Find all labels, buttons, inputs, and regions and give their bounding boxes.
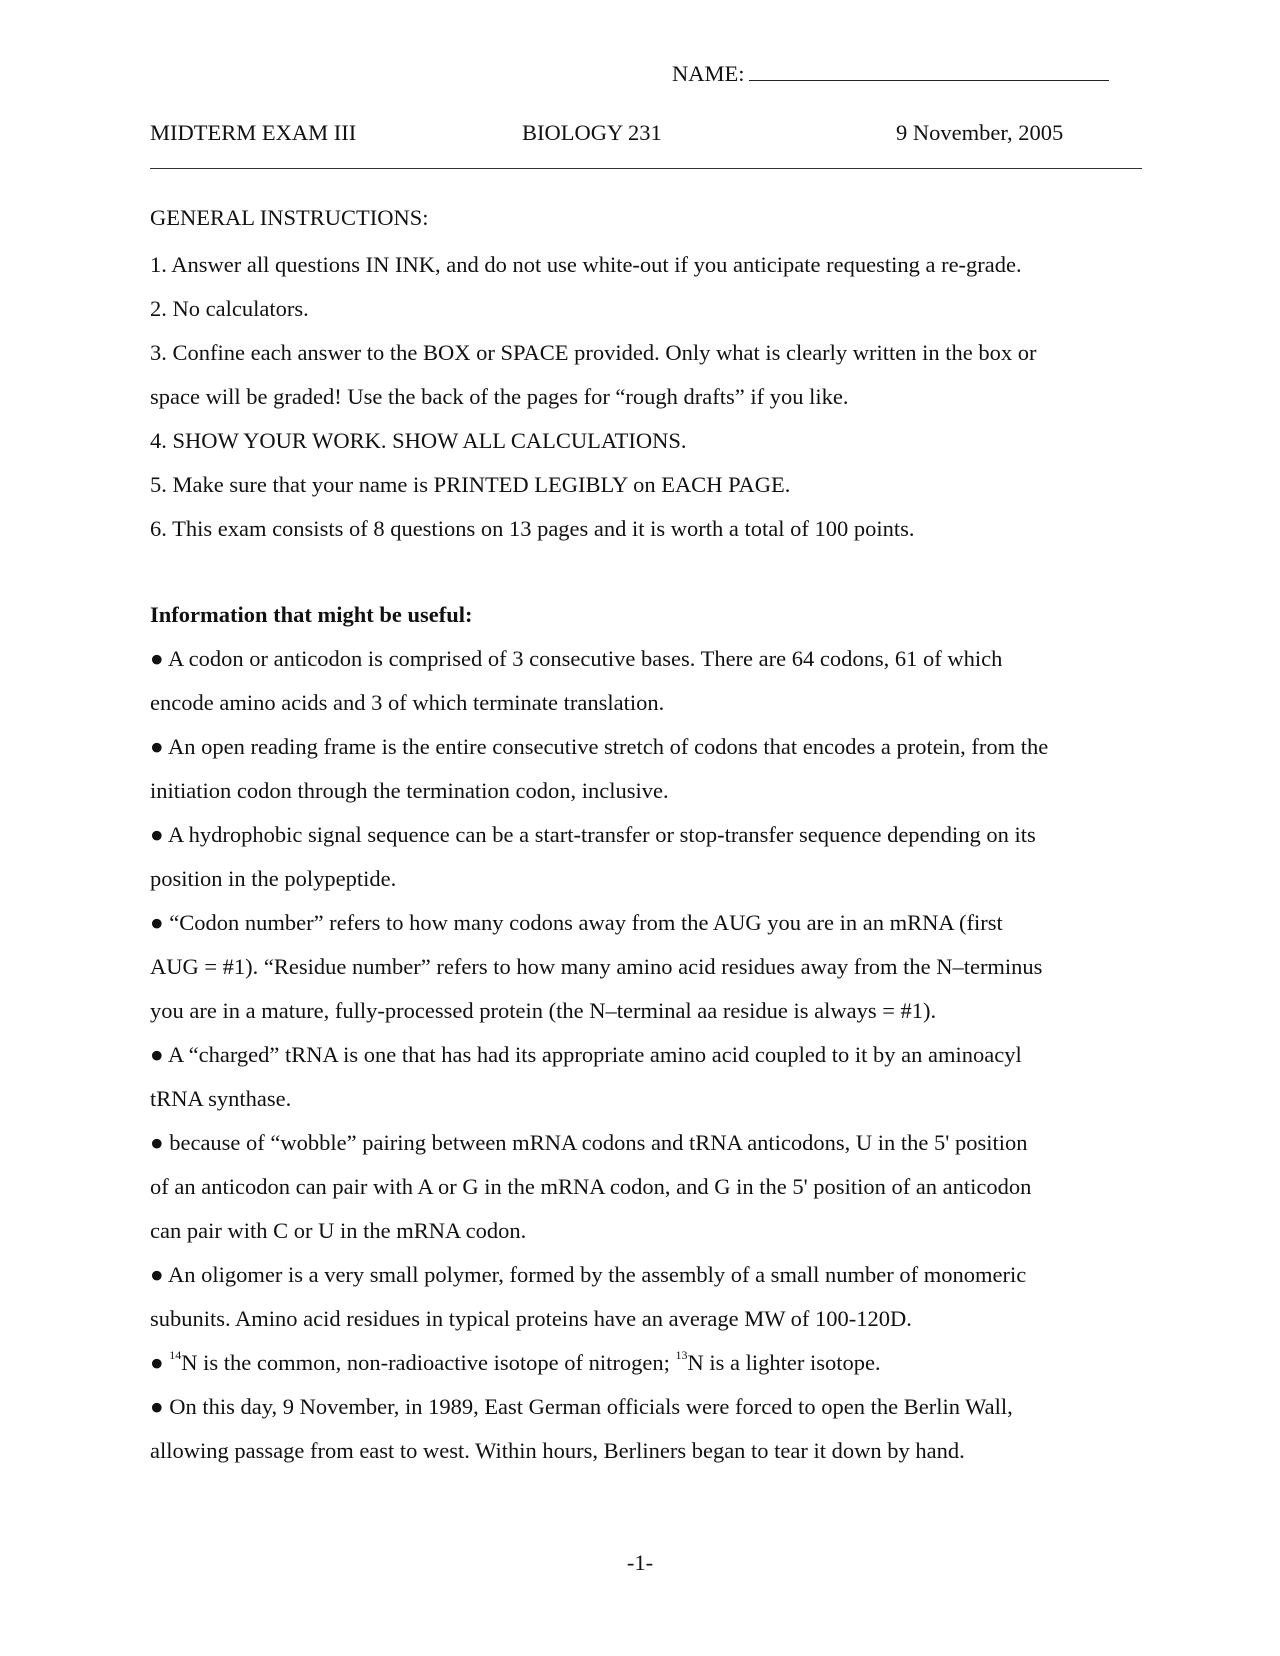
info-line: initiation codon through the termination codon, inclusive. [150, 778, 669, 803]
info-line: ● On this day, 9 November, in 1989, East German officials were forced to open the Berlin Wall, [150, 1394, 1013, 1419]
info-line: tRNA synthase. [150, 1086, 292, 1111]
isotope-superscript: 14 [169, 1347, 182, 1362]
exam-date: 9 November, 2005 [896, 120, 1064, 145]
info-line: can pair with C or U in the mRNA codon. [150, 1218, 527, 1243]
info-line: ● “Codon number” refers to how many codons away from the AUG you are in an mRNA (first [150, 910, 1003, 935]
info-line: of an anticodon can pair with A or G in the mRNA codon, and G in the 5' position of an anticodon [150, 1174, 1032, 1199]
info-line: subunits. Amino acid residues in typical proteins have an average MW of 100-120D. [150, 1306, 912, 1331]
name-blank-line [749, 58, 1109, 81]
info-line: ● An oligomer is a very small polymer, formed by the assembly of a small number of monomeric [150, 1262, 1027, 1287]
info-line: AUG = #1). “Residue number” refers to how many amino acid residues away from the N–terminus [150, 954, 1043, 979]
header-divider [150, 168, 1142, 169]
info-line: allowing passage from east to west. Within hours, Berliners began to tear it down by hand. [150, 1438, 965, 1463]
info-line: you are in a mature, fully-processed protein (the N–terminal aa residue is always = #1). [150, 998, 937, 1023]
exam-title: MIDTERM EXAM III [150, 120, 357, 145]
course-title: BIOLOGY 231 [522, 120, 662, 145]
instruction-line: 3. Confine each answer to the BOX or SPACE provided. Only what is clearly written in the box or [150, 340, 1037, 365]
instruction-line: 1. Answer all questions IN INK, and do not use white-out if you anticipate requesting a re-grade. [150, 252, 1022, 277]
instruction-line: space will be graded! Use the back of the pages for “rough drafts” if you like. [150, 384, 849, 409]
info-line: ● A codon or anticodon is comprised of 3 consecutive bases. There are 64 codons, 61 of which [150, 646, 1003, 671]
info-line: encode amino acids and 3 of which terminate translation. [150, 690, 665, 715]
instructions-list [150, 250, 1150, 558]
isotope-text: N is the common, non-radioactive isotope of nitrogen; [181, 1350, 676, 1375]
isotope-superscript: 13 [675, 1347, 688, 1362]
isotope-line [150, 1348, 1150, 1392]
instruction-line: 2. No calculators. [150, 296, 309, 321]
name-field [672, 58, 1109, 89]
info-line: ● because of “wobble” pairing between mRNA codons and tRNA anticodons, U in the 5' position [150, 1130, 1028, 1155]
info-section [150, 600, 1150, 1480]
instruction-line: 6. This exam consists of 8 questions on 13 pages and it is worth a total of 100 points. [150, 516, 915, 541]
instruction-line: 4. SHOW YOUR WORK. SHOW ALL CALCULATIONS. [150, 428, 687, 453]
info-line: ● An open reading frame is the entire consecutive stretch of codons that encodes a protein, from the [150, 734, 1049, 759]
instruction-line: 5. Make sure that your name is PRINTED LEGIBLY on EACH PAGE. [150, 472, 791, 497]
bullet: ● [150, 1350, 170, 1375]
info-line: position in the polypeptide. [150, 866, 397, 891]
instructions-title: GENERAL INSTRUCTIONS: [150, 205, 429, 230]
info-title: Information that might be useful: [150, 602, 473, 627]
page-number: -1- [626, 1550, 654, 1575]
isotope-text: N is a lighter isotope. [687, 1350, 881, 1375]
info-line: ● A “charged” tRNA is one that has had its appropriate amino acid coupled to it by an aminoacyl [150, 1042, 1022, 1067]
name-label: NAME: [672, 61, 745, 86]
info-line: ● A hydrophobic signal sequence can be a start-transfer or stop-transfer sequence depending on its [150, 822, 1036, 847]
